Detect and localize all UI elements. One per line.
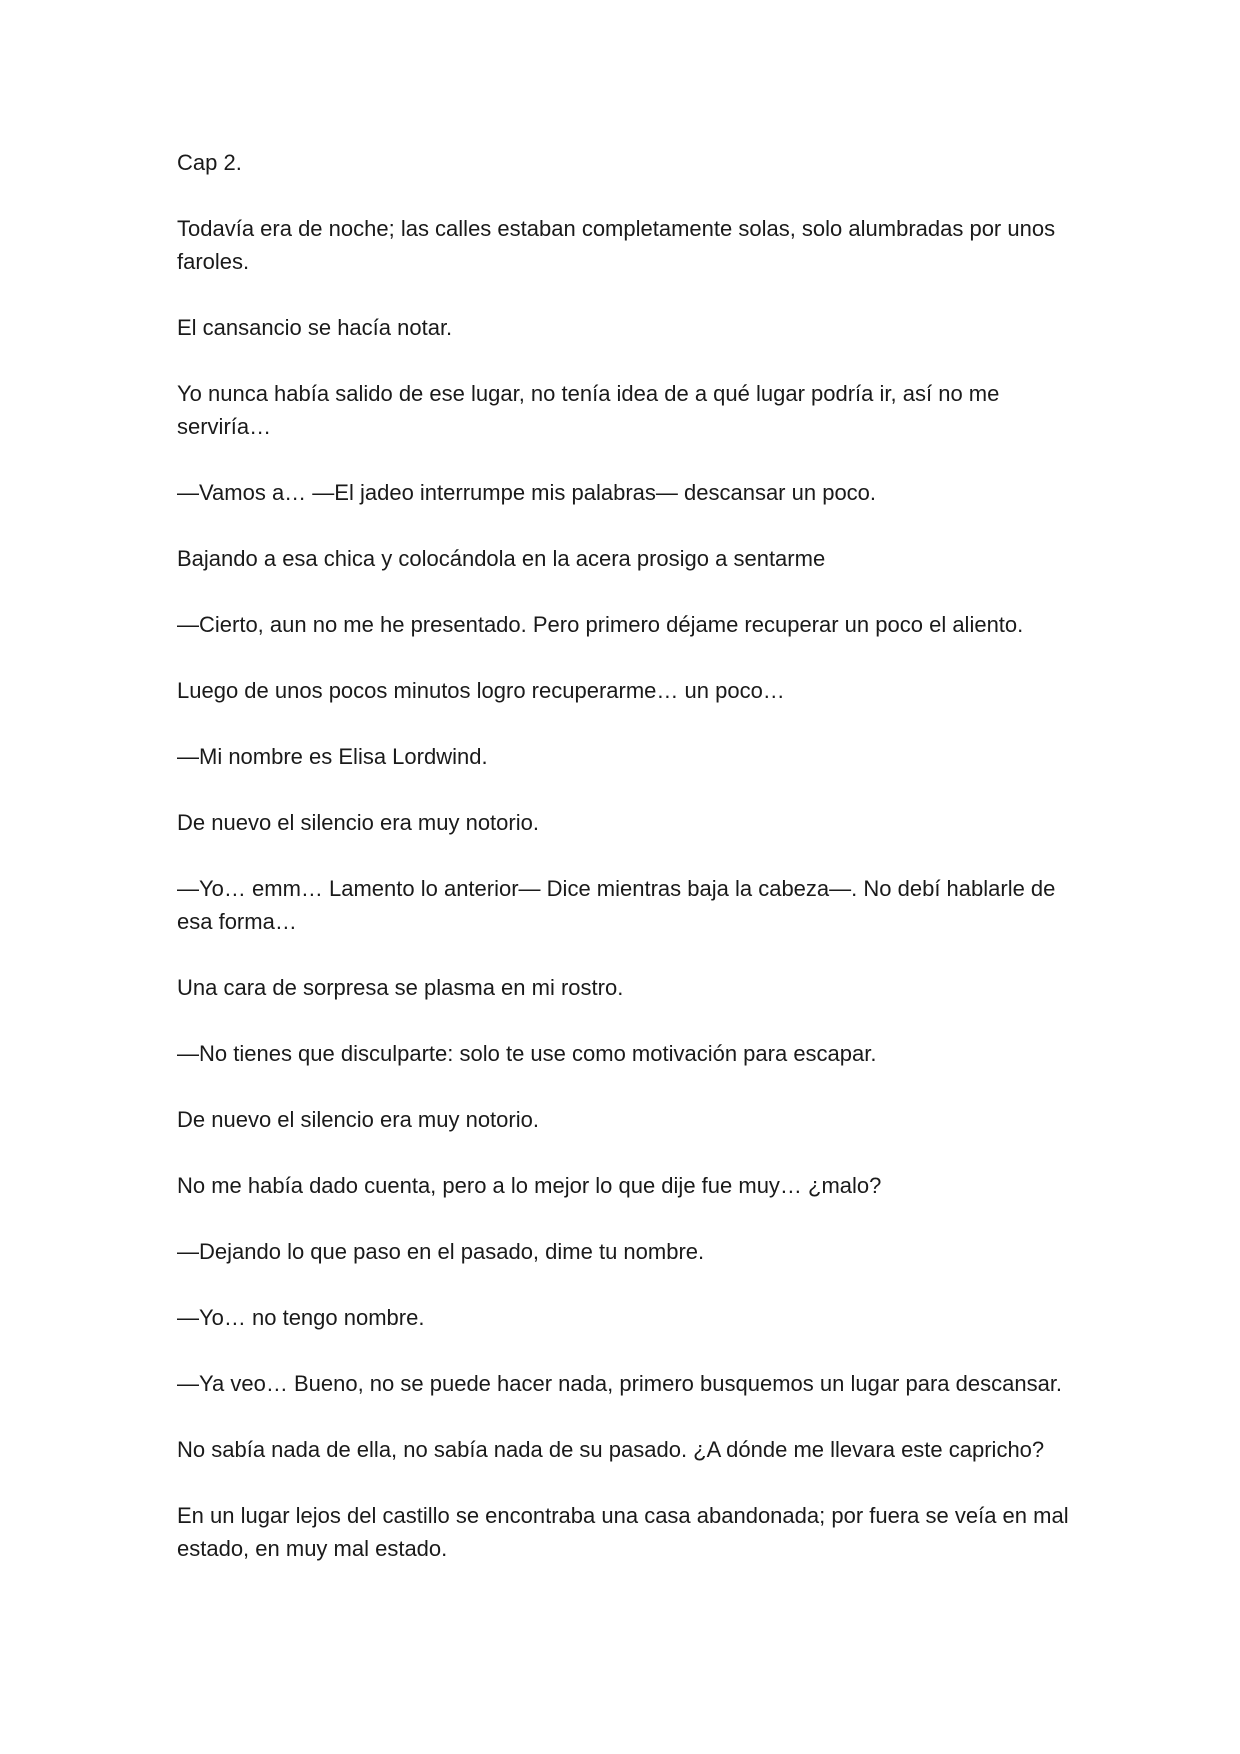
chapter-heading: Cap 2. (177, 150, 242, 175)
document-body (177, 146, 1082, 1598)
paragraph: —No tienes que disculparte: solo te use como motivación para escapar. (177, 1041, 877, 1066)
paragraph: —Vamos a… —El jadeo interrumpe mis palabras— descansar un poco. (177, 480, 877, 505)
paragraph: —Cierto, aun no me he presentado. Pero primero déjame recuperar un poco el aliento. (177, 612, 1024, 637)
paragraph: —Yo… no tengo nombre. (177, 1305, 425, 1330)
paragraph: Todavía era de noche; las calles estaban completamente solas, solo alumbradas por unos faroles. (177, 216, 1056, 274)
paragraph: Bajando a esa chica y colocándola en la acera prosigo a sentarme (177, 546, 826, 571)
paragraph: —Ya veo… Bueno, no se puede hacer nada, primero busquemos un lugar para descansar. (177, 1371, 1063, 1396)
paragraph: No me había dado cuenta, pero a lo mejor lo que dije fue muy… ¿malo? (177, 1173, 882, 1198)
paragraph: Una cara de sorpresa se plasma en mi rostro. (177, 975, 624, 1000)
paragraph: Luego de unos pocos minutos logro recuperarme… un poco… (177, 678, 785, 703)
paragraph: De nuevo el silencio era muy notorio. (177, 810, 539, 835)
paragraph: En un lugar lejos del castillo se encontraba una casa abandonada; por fuera se veía en mal estado, en muy mal estado. (177, 1503, 1069, 1561)
paragraph: Yo nunca había salido de ese lugar, no tenía idea de a qué lugar podría ir, así no me serviría… (177, 381, 1000, 439)
paragraph: El cansancio se hacía notar. (177, 315, 453, 340)
paragraph: —Yo… emm… Lamento lo anterior— Dice mientras baja la cabeza—. No debí hablarle de esa forma… (177, 876, 1056, 934)
paragraph: —Dejando lo que paso en el pasado, dime tu nombre. (177, 1239, 705, 1264)
paragraph: —Mi nombre es Elisa Lordwind. (177, 744, 488, 769)
paragraph: No sabía nada de ella, no sabía nada de su pasado. ¿A dónde me llevara este capricho? (177, 1437, 1045, 1462)
paragraph: De nuevo el silencio era muy notorio. (177, 1107, 539, 1132)
